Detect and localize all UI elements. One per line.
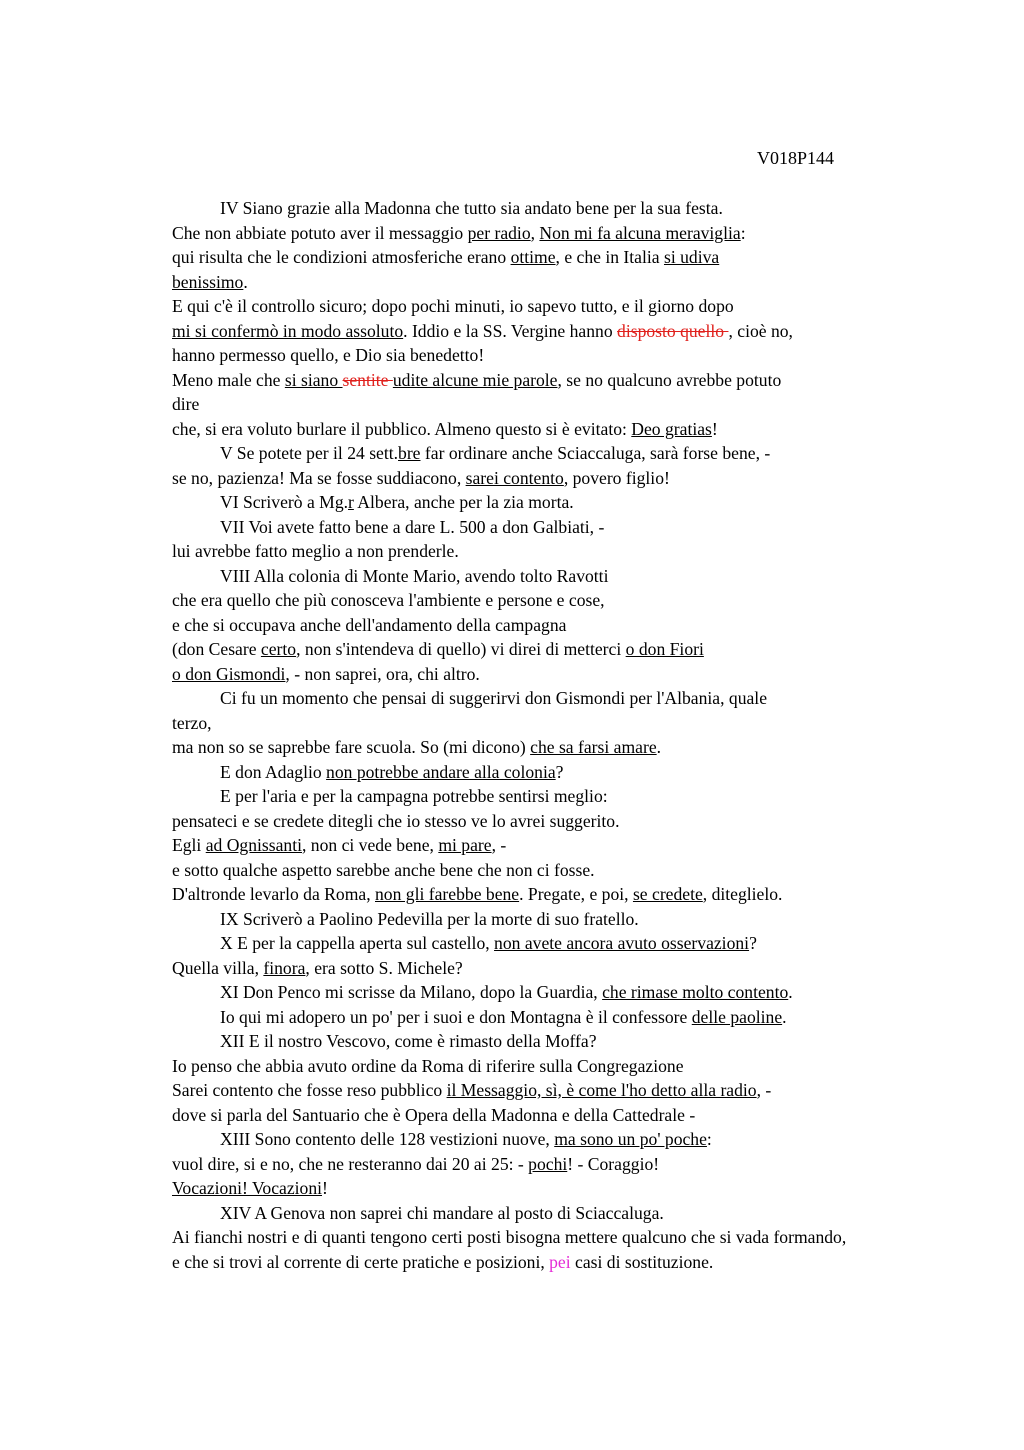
text-segment: IV Siano grazie alla Madonna che tutto sia andato bene per la sua festa.: [220, 198, 723, 218]
underlined-text: pochi: [528, 1153, 568, 1174]
text-segment: .: [243, 271, 248, 292]
text-segment: VII Voi avete fatto bene a dare L. 500 a don Galbiati, -: [220, 516, 605, 537]
text-segment: Meno male che: [172, 369, 285, 390]
text-segment: , -: [491, 835, 507, 855]
text-line: [172, 662, 1017, 687]
text-segment: .: [782, 1006, 787, 1027]
text-line: [172, 1201, 1017, 1226]
text-segment: D'altronde levarlo da Roma,: [172, 884, 375, 904]
underlined-text: che rimase molto contento: [602, 982, 789, 1002]
struck-text: disposto quello: [617, 320, 729, 341]
text-segment: , e che in Italia: [555, 247, 664, 267]
underlined-text: delle paoline: [691, 1006, 783, 1027]
underlined-text: non gli farebbe bene: [375, 884, 520, 904]
text-segment: .: [788, 982, 793, 1002]
text-line: [172, 515, 1017, 540]
text-line: [172, 1225, 1017, 1250]
underlined-text: udite alcune mie parole: [392, 369, 558, 390]
highlighted-text: pei: [549, 1251, 571, 1272]
text-segment: se no, pazienza! Ma se fosse suddiacono,: [172, 467, 466, 488]
text-segment: IX Scriverò a Paolino Pedevilla per la morte di suo fratello.: [220, 908, 639, 929]
text-segment: Io penso che abbia avuto ordine da Roma di riferire sulla Congregazione: [172, 1055, 684, 1076]
text-segment: qui risulta che le condizioni atmosferiche erano: [172, 247, 511, 267]
text-line: [172, 760, 1017, 785]
text-segment: , -: [756, 1080, 772, 1100]
text-line: [172, 1029, 1017, 1054]
text-line: [172, 735, 1017, 760]
text-segment: lui avrebbe fatto meglio a non prenderle.: [172, 541, 459, 561]
text-segment: !: [322, 1178, 328, 1198]
text-line: [172, 1078, 1017, 1103]
underlined-text: finora: [263, 957, 306, 978]
text-segment: far ordinare anche Sciaccaluga, sarà forse bene, -: [420, 443, 771, 463]
text-line: [172, 1152, 1017, 1177]
text-segment: ?: [749, 933, 757, 953]
text-line: [172, 588, 1017, 613]
struck-text: sentite: [342, 369, 393, 390]
page-identifier: V018P144: [757, 148, 835, 168]
underlined-text: se credete: [632, 884, 703, 904]
text-segment: e che si trovi al corrente di certe pratiche e posizioni,: [172, 1251, 550, 1272]
text-line: [172, 319, 1017, 344]
text-segment: , cioè no,: [728, 320, 793, 341]
text-segment: VI Scriverò a Mg.: [220, 492, 349, 512]
text-segment: , non ci vede bene,: [302, 835, 439, 855]
text-line: [172, 294, 1017, 319]
text-segment: vuol dire, si e no, che ne resteranno dai 20 ai 25: -: [172, 1153, 529, 1174]
text-line: [172, 1250, 1017, 1275]
letter-body: [172, 196, 1017, 1274]
text-line: [172, 833, 1017, 858]
text-line: [172, 441, 1017, 466]
underlined-text: che sa farsi amare: [530, 737, 657, 757]
text-line: [172, 392, 1017, 417]
text-line: [172, 613, 1017, 638]
text-line: [172, 980, 1017, 1005]
text-segment: , - non saprei, ora, chi altro.: [285, 663, 480, 684]
text-line: [172, 245, 1017, 270]
text-segment: XI Don Penco mi scrisse da Milano, dopo la Guardia,: [220, 982, 603, 1002]
text-segment: Quella villa,: [172, 957, 264, 978]
text-line: [172, 809, 1017, 834]
text-segment: XIV A Genova non saprei chi mandare al posto di Sciaccaluga.: [220, 1202, 664, 1223]
text-line: [172, 1005, 1017, 1030]
underlined-text: ma sono un po' poche: [554, 1129, 707, 1149]
text-line: [172, 637, 1017, 662]
text-segment: terzo,: [172, 712, 212, 733]
text-segment: :: [740, 222, 746, 243]
text-line: [172, 564, 1017, 589]
text-segment: , se no qualcuno avrebbe potuto: [557, 369, 782, 390]
text-line: [172, 907, 1017, 932]
text-segment: , era sotto S. Michele?: [305, 957, 463, 978]
underlined-text: si udiva: [663, 247, 720, 267]
text-segment: e sotto qualche aspetto sarebbe anche bene che non ci fosse.: [172, 859, 595, 880]
text-segment: :: [706, 1129, 712, 1149]
text-segment: ! - Coraggio!: [567, 1153, 660, 1174]
text-segment: X E per la cappella aperta sul castello,: [220, 933, 495, 953]
text-line: [172, 882, 1017, 907]
text-segment: . Pregate, e poi,: [519, 884, 633, 904]
text-segment: ,: [530, 222, 540, 243]
text-line: [172, 466, 1017, 491]
underlined-text: certo: [260, 639, 297, 659]
text-segment: XIII Sono contento delle 128 vestizioni nuove,: [220, 1129, 555, 1149]
text-line: [172, 711, 1017, 736]
underlined-text: si siano: [284, 369, 343, 390]
text-segment: . Iddio e la SS. Vergine hanno: [403, 320, 618, 341]
text-line: [172, 1127, 1017, 1152]
text-line: [172, 490, 1017, 515]
underlined-text: mi pare: [438, 835, 492, 855]
underlined-text: benissimo: [172, 271, 244, 292]
text-segment: Ci fu un momento che pensai di suggerirvi don Gismondi per l'Albania, quale: [220, 688, 768, 708]
text-segment: V Se potete per il 24 sett.: [220, 443, 399, 463]
text-segment: (don Cesare: [172, 639, 261, 659]
text-segment: ma non so se saprebbe fare scuola. So (mi dicono): [172, 737, 531, 757]
text-line: [172, 368, 1017, 393]
text-segment: pensateci e se credete ditegli che io stesso ve lo avrei suggerito.: [172, 810, 620, 831]
underlined-text: non avete ancora avuto osservazioni: [494, 933, 750, 953]
text-segment: che, si era voluto burlare il pubblico. Almeno questo si è evitato:: [172, 418, 632, 439]
text-line: [172, 196, 1017, 221]
text-segment: casi di sostituzione.: [570, 1251, 714, 1272]
underlined-text: ottime: [510, 247, 556, 267]
text-line: [172, 686, 1017, 711]
text-line: [172, 221, 1017, 246]
text-line: [172, 270, 1017, 295]
text-segment: !: [711, 418, 718, 439]
text-segment: hanno permesso quello, e Dio sia benedetto!: [172, 345, 485, 365]
text-segment: dire: [172, 394, 200, 414]
text-segment: e che si occupava anche dell'andamento della campagna: [172, 614, 567, 635]
text-segment: E don Adaglio: [220, 761, 327, 782]
text-segment: ?: [555, 761, 564, 782]
text-line: [172, 417, 1017, 442]
text-segment: dove si parla del Santuario che è Opera della Madonna e della Cattedrale -: [172, 1104, 696, 1125]
text-segment: Sarei contento che fosse reso pubblico: [172, 1080, 447, 1100]
text-segment: Io qui mi adopero un po' per i suoi e don Montagna è il confessore: [220, 1006, 692, 1027]
underlined-text: bre: [398, 443, 421, 463]
text-line: [172, 858, 1017, 883]
text-segment: , povero figlio!: [563, 467, 670, 488]
text-segment: Ai fianchi nostri e di quanti tengono certi posti bisogna mettere qualcuno che si vada formando,: [172, 1227, 847, 1247]
text-line: [172, 1176, 1017, 1201]
text-line: [172, 539, 1017, 564]
text-line: [172, 343, 1017, 368]
text-segment: Albera, anche per la zia morta.: [353, 492, 574, 512]
text-line: [172, 931, 1017, 956]
text-segment: E qui c'è il controllo sicuro; dopo pochi minuti, io sapevo tutto, e il giorno dopo: [172, 296, 734, 316]
underlined-text: ad Ognissanti: [205, 835, 302, 855]
text-segment: Che non abbiate potuto aver il messaggio: [172, 222, 468, 243]
text-line: [172, 1103, 1017, 1128]
underlined-text: Non mi fa alcuna meraviglia: [539, 222, 741, 243]
text-segment: E per l'aria e per la campagna potrebbe sentirsi meglio:: [220, 786, 608, 806]
text-segment: che era quello che più conosceva l'ambiente e persone e cose,: [172, 590, 605, 610]
text-segment: XII E il nostro Vescovo, come è rimasto della Moffa?: [220, 1031, 597, 1051]
underlined-text: o don Fiori: [625, 639, 704, 659]
underlined-text: non potrebbe andare alla colonia: [326, 761, 556, 782]
underlined-text: o don Gismondi: [172, 663, 286, 684]
text-line: [172, 956, 1017, 981]
underlined-text: r: [348, 492, 354, 512]
underlined-text: Deo gratias: [631, 418, 712, 439]
text-segment: VIII Alla colonia di Monte Mario, avendo tolto Ravotti: [220, 565, 609, 586]
text-segment: , non s'intendeva di quello) vi direi di metterci: [296, 639, 626, 659]
text-line: [172, 1054, 1017, 1079]
underlined-text: sarei contento: [465, 467, 564, 488]
underlined-text: il Messaggio, sì, è come l'ho detto alla radio: [446, 1080, 757, 1100]
text-line: [172, 784, 1017, 809]
underlined-text: per radio: [467, 222, 531, 243]
underlined-text: mi si confermò in modo assoluto: [172, 320, 404, 341]
text-segment: Egli: [172, 835, 206, 855]
underlined-text: Vocazioni! Vocazioni: [172, 1178, 323, 1198]
text-segment: , diteglielo.: [702, 884, 783, 904]
text-segment: .: [656, 737, 662, 757]
